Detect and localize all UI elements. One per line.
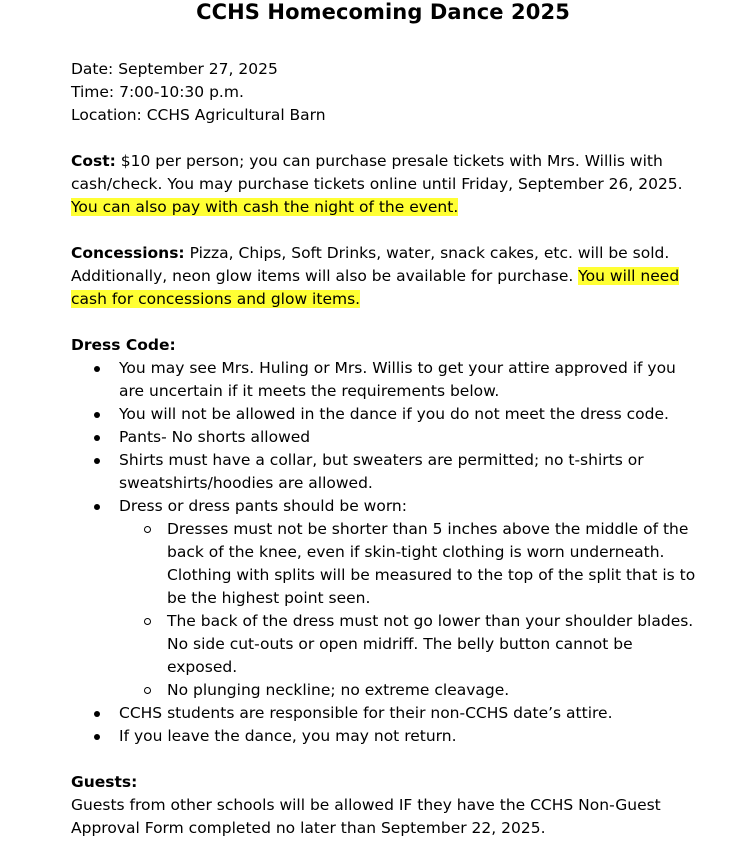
event-details xyxy=(71,58,731,127)
bullet-icon xyxy=(94,711,100,717)
location-line: Location: CCHS Agricultural Barn xyxy=(71,106,326,124)
concessions-highlight-1: You will need xyxy=(578,267,680,285)
dress-code-section: Dress Code: You may see Mrs. Huling or Mrs. Willis to get your attire approved if you are uncertain if it meets the requirements below. You will not be allowed in the dance if you do not meet the dress code. Pants- No shorts allowed Shirts must have a collar, but sweaters are permitted; no t-shirts or sweatshirts/hoodies are allowed. Dress or dress pants should be worn: Dresses must not be shorter than 5 inches above the middle of the back of the knee, even if skin-tight clothing is worn underneath. Clothing with splits will be measured to the top of the split that is to be the highest point seen. The back of the dress must not go lower than your shoulder blades. No side cut-outs or open midriff. The belly button cannot be exposed. No plunging neckline; no extreme cleavage. CCHS students are responsible for their non-CCHS date’s attire. If you leave the dance, you may not return. xyxy=(71,336,696,745)
bullet-icon xyxy=(94,504,100,510)
bullet-icon xyxy=(94,458,100,464)
cost-text-2: cash/check. You may purchase tickets online until Friday, September 26, 2025. xyxy=(71,175,683,193)
guests-label: Guests: xyxy=(71,773,138,791)
bullet-icon xyxy=(94,734,100,740)
date-line: Date: September 27, 2025 xyxy=(71,60,278,78)
page-title: CCHS Homecoming Dance 2025 xyxy=(196,0,570,24)
concessions-text-1: Pizza, Chips, Soft Drinks, water, snack cakes, etc. will be sold. xyxy=(184,244,670,262)
sub-bullet-icon xyxy=(144,618,151,625)
concessions-text-2: Additionally, neon glow items will also be available for purchase. xyxy=(71,267,579,285)
bullet-icon xyxy=(94,366,100,372)
guests-section xyxy=(71,771,731,840)
cost-highlight: You can also pay with cash the night of the event. xyxy=(71,198,459,216)
concessions-section xyxy=(71,242,731,311)
concessions-label: Concessions: xyxy=(71,244,185,262)
sub-bullet-icon xyxy=(144,526,151,533)
time-line: Time: 7:00-10:30 p.m. xyxy=(71,83,244,101)
cost-text-1: $10 per person; you can purchase presale tickets with Mrs. Willis with xyxy=(115,152,663,170)
guests-text-2: Approval Form completed no later than September 22, 2025. xyxy=(71,819,546,837)
bullet-icon xyxy=(94,435,100,441)
sub-bullet-icon xyxy=(144,687,151,694)
concessions-highlight-2: cash for concessions and glow items. xyxy=(71,290,361,308)
cost-label: Cost: xyxy=(71,152,116,170)
cost-section xyxy=(71,150,731,219)
bullet-icon xyxy=(94,412,100,418)
guests-text-1: Guests from other schools will be allowed IF they have the CCHS Non-Guest xyxy=(71,796,661,814)
dress-code-label: Dress Code: xyxy=(71,336,176,354)
